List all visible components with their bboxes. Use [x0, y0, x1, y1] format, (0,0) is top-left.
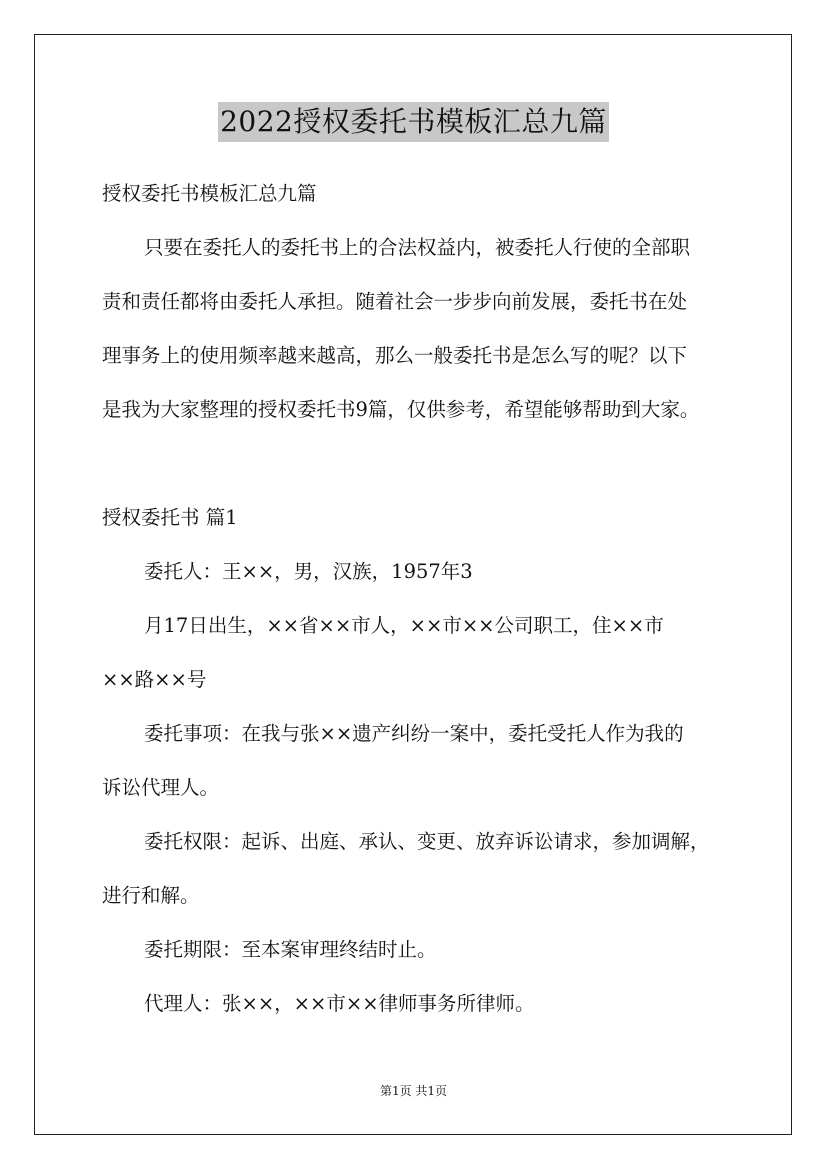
authority-line: 进行和解。	[102, 884, 200, 907]
client-info-line: 月17日出生，××省××市人，××市××公司职工，住××市	[144, 614, 664, 637]
entrusted-matter-line: 委托事项：在我与张××遗产纠纷一案中，委托受托人作为我的	[144, 722, 684, 745]
intro-paragraph-line: 责和责任都将由委托人承担。随着社会一步步向前发展，委托书在处	[102, 290, 688, 313]
intro-paragraph-line: 理事务上的使用频率越来越高，那么一般委托书是怎么写的呢？以下	[102, 344, 688, 367]
page-number-footer: 第1页 共1页	[379, 1084, 448, 1098]
authority-line: 委托权限：起诉、出庭、承认、变更、放弃诉讼请求，参加调解，	[144, 830, 710, 853]
intro-paragraph-line: 只要在委托人的委托书上的合法权益内，被委托人行使的全部职	[144, 236, 691, 259]
agent-line: 代理人：张××，××市××律师事务所律师。	[144, 992, 535, 1015]
document-title: 2022授权委托书模板汇总九篇	[218, 102, 609, 142]
section-heading: 授权委托书 篇1	[102, 506, 238, 529]
client-info-line: 委托人：王××，男，汉族，1957年3	[144, 560, 473, 583]
entrusted-matter-line: 诉讼代理人。	[102, 776, 220, 799]
term-line: 委托期限：至本案审理终结时止。	[144, 938, 437, 961]
intro-paragraph-line: 是我为大家整理的授权委托书9篇，仅供参考，希望能够帮助到大家。	[102, 398, 700, 421]
subtitle-line: 授权委托书模板汇总九篇	[102, 182, 317, 205]
client-info-line: ××路××号	[102, 668, 207, 691]
title-container	[0, 102, 827, 142]
